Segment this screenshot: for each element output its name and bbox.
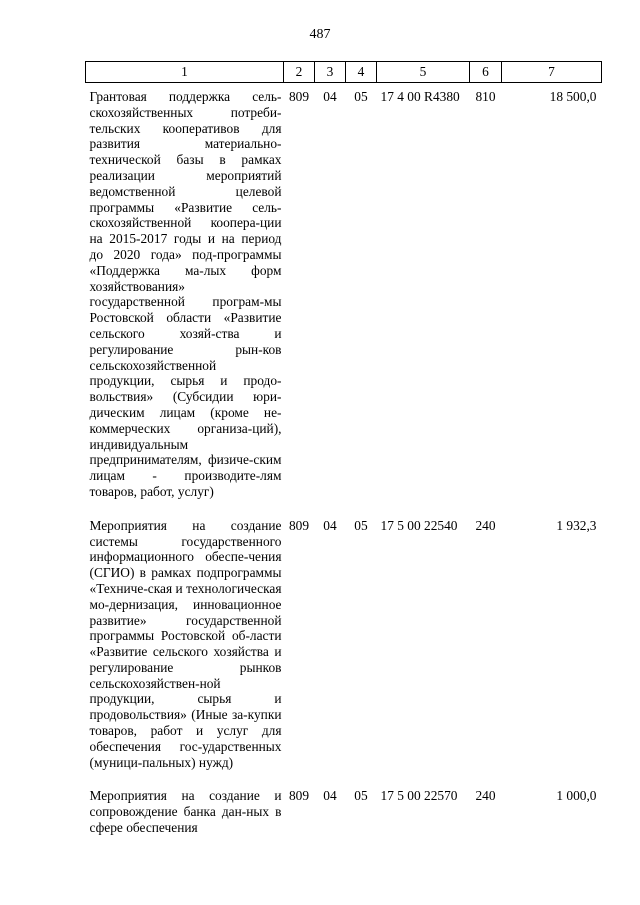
row-description: Мероприятия на создание и сопровождение банка дан-ных в сфере обеспечения [89, 788, 282, 836]
row-description: Мероприятия на создание системы государственного информационного обеспе-чения (СГИО) в рамках подпрограммы «Техниче-ская и технологическая мо-дернизация, инновационное развитие» государственной программы Ростовской об-ласти «Развитие сельского хозяйства и регулирование рынков сельскохозяйствен-ной продукции, сырья и продовольствия» (Иные за-купки товаров, работ и услуг для обеспечения гос-ударственных (муници-пальных) нужд) [89, 517, 282, 770]
table-row [86, 512, 602, 783]
row-target-article: 17 4 00 R4380 [380, 89, 460, 104]
row-subsection-code: 05 [354, 89, 368, 104]
table-row [86, 782, 602, 847]
row-expense-type: 810 [475, 89, 496, 104]
row-subsection-code: 05 [354, 788, 368, 804]
header-col-4: 4 [346, 62, 377, 83]
header-col-5: 5 [377, 62, 470, 83]
row-ministry-code: 809 [288, 788, 310, 804]
row-section-code: 04 [323, 788, 337, 804]
header-col-1: 1 [86, 62, 284, 83]
row-amount: 1 000,0 [556, 788, 597, 804]
row-target-article: 17 5 00 22540 [380, 517, 458, 533]
table-header-row [86, 62, 602, 83]
budget-table [85, 61, 602, 848]
header-col-3: 3 [315, 62, 346, 83]
row-target-article: 17 5 00 22570 [380, 788, 458, 804]
page-number: 487 [309, 27, 331, 42]
row-amount: 18 500,0 [549, 89, 597, 104]
row-section-code: 04 [323, 517, 337, 533]
row-expense-type: 240 [475, 517, 496, 533]
row-subsection-code: 05 [354, 517, 368, 533]
row-section-code: 04 [323, 89, 337, 104]
row-ministry-code: 809 [288, 517, 310, 533]
header-col-2: 2 [284, 62, 315, 83]
header-col-6: 6 [470, 62, 502, 83]
table-row [86, 83, 602, 512]
row-ministry-code: 809 [288, 89, 310, 104]
row-description: Грантовая поддержка сель-скохозяйственных потреби-тельских кооперативов для развития материально-технической базы в рамках реализации мероприятий ведомственной целевой программы «Развитие сель-скохозяйственной коопера-ции на 2015-2017 годы и на период до 2020 года» под-программы «Поддержка ма-лых форм хозяйствования» государственной програм-мы Ростовской области «Развитие сельского хозяй-ства и регулирование рын-ков сельскохозяйственной продукции, сырья и продо-вольствия» (Субсидии юри-дическим лицам (кроме не-коммерческих организа-ций), индивидуальным предпринимателям, физиче-ским лицам - производите-лям товаров, работ, услуг) [89, 89, 282, 499]
row-amount: 1 932,3 [556, 517, 597, 533]
row-expense-type: 240 [475, 788, 496, 804]
header-col-7: 7 [502, 62, 602, 83]
